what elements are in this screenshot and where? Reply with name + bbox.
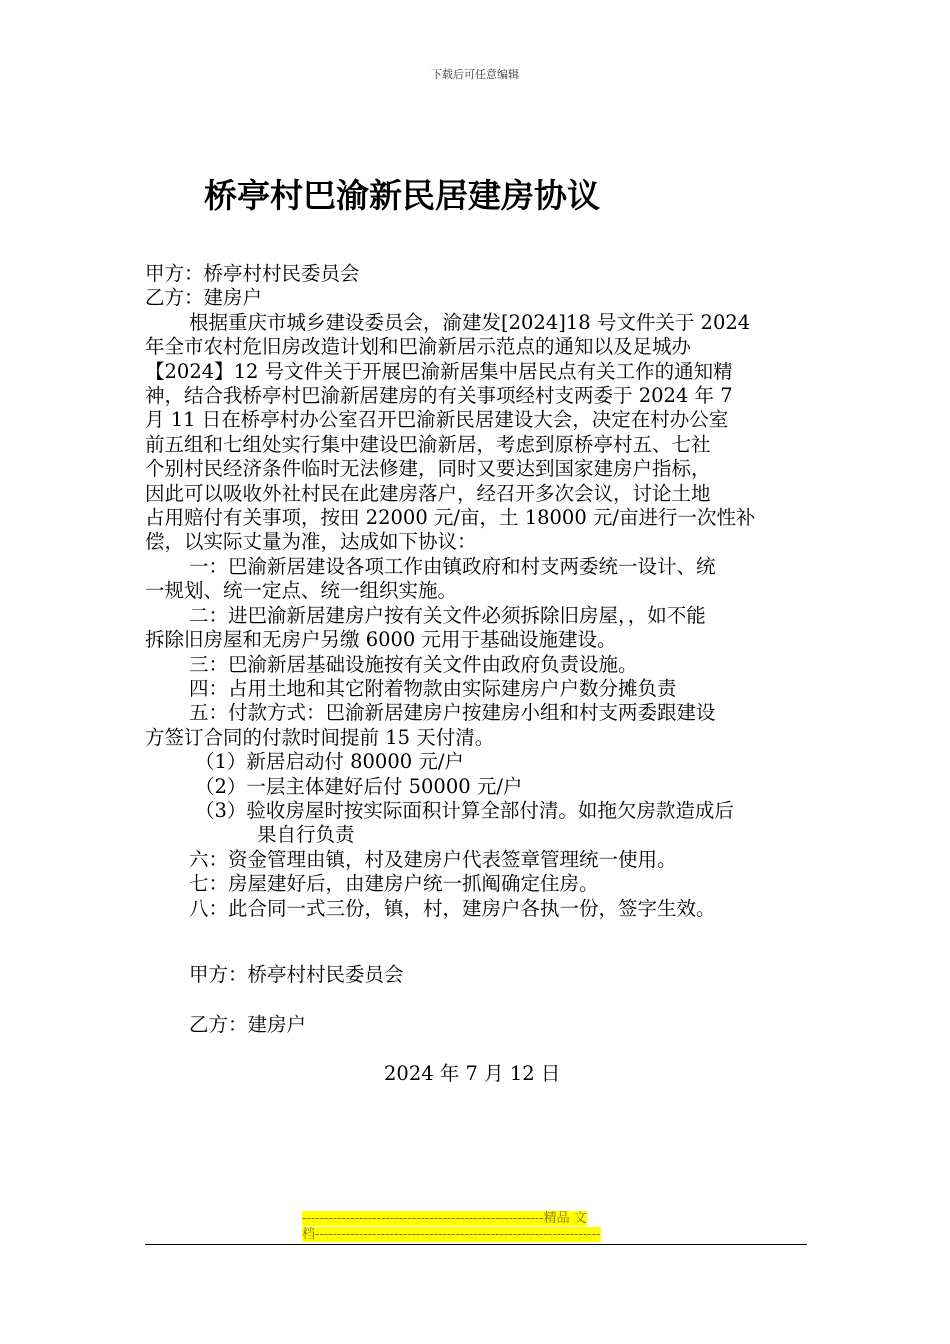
preamble-line: 占用赔付有关事项，按田 22000 元/亩，土 18000 元/亩进行一次性补	[145, 506, 756, 530]
signing-date: 2024 年 7 月 12 日	[384, 1062, 561, 1085]
preamble-line: 个别村民经济条件临时无法修建，同时又要达到国家建房户指标，	[145, 457, 711, 481]
preamble-line: 因此可以吸收外社村民在此建房落户，经召开多次会议，讨论土地	[145, 481, 711, 505]
party-b-line: 乙方：建房户	[145, 286, 263, 310]
preamble-line: 月 11 日在桥亭村办公室召开巴渝新民居建设大会，决定在村办公室	[145, 408, 729, 432]
preamble-line: 前五组和七组处实行集中建设巴渝新居，考虑到原桥亭村五、七社	[145, 432, 711, 456]
footer-watermark	[302, 1211, 648, 1243]
document-body	[145, 262, 809, 921]
payment-item-3: （3）验收房屋时按实际面积计算全部付清。如拖欠房款造成后	[195, 798, 734, 822]
payment-item-3-cont: 果自行负责	[257, 823, 355, 847]
clause-3: 三：巴渝新居基础设施按有关文件由政府负责设施。	[189, 652, 638, 676]
payment-item-2: （2）一层主体建好后付 50000 元/户	[195, 774, 523, 798]
footer-watermark-line-1: -------------------------------------------------------精品 文	[302, 1211, 587, 1226]
clause-7: 七：房屋建好后，由建房户统一抓阄确定住房。	[189, 872, 599, 896]
preamble-line: 年全市农村危旧房改造计划和巴渝新居示范点的通知以及足城办	[145, 335, 692, 359]
preamble-line: 根据重庆市城乡建设委员会，渝建发[2024]18 号文件关于 2024	[189, 310, 751, 334]
signature-party-b: 乙方：建房户	[189, 1013, 307, 1036]
signature-party-a: 甲方：桥亭村村民委员会	[189, 963, 404, 986]
preamble-line: 神，结合我桥亭村巴渝新居建房的有关事项经村支两委于 2024 年 7	[145, 384, 733, 408]
preamble-line: 【2024】12 号文件关于开展巴渝新居集中居民点有关工作的通知精	[145, 359, 733, 383]
party-a-line: 甲方：桥亭村村民委员会	[145, 262, 360, 285]
clause-5-line: 五：付款方式：巴渝新居建房户按建房小组和村支两委跟建设	[189, 701, 716, 725]
document-title: 桥亭村巴渝新民居建房协议	[204, 176, 600, 215]
footer-divider	[145, 1244, 807, 1245]
clause-2-line: 二：进巴渝新居建房户按有关文件必须拆除旧房屋，，如不能	[189, 603, 706, 627]
clause-1-line: 一规划、统一定点、统一组织实施。	[145, 579, 458, 603]
clause-8: 八：此合同一式三份，镇，村，建房户各执一份，签字生效。	[189, 896, 716, 920]
clause-5-line: 方签订合同的付款时间提前 15 天付清。	[145, 725, 495, 749]
footer-watermark-line-2: 档-----------------------------------------------------------------	[302, 1227, 601, 1242]
page-header-note: 下载后可任意编辑	[431, 68, 519, 81]
clause-2-line: 拆除旧房屋和无房户另缴 6000 元用于基础设施建设。	[145, 628, 617, 652]
clause-4: 四：占用土地和其它附着物款由实际建房户户数分摊负责	[189, 676, 677, 700]
clause-6: 六：资金管理由镇，村及建房户代表签章管理统一使用。	[189, 847, 677, 871]
preamble-line: 偿，以实际丈量为准，达成如下协议：	[145, 530, 477, 554]
clause-1-line: 一：巴渝新居建设各项工作由镇政府和村支两委统一设计、统	[189, 554, 716, 578]
payment-item-1: （1）新居启动付 80000 元/户	[195, 750, 464, 774]
